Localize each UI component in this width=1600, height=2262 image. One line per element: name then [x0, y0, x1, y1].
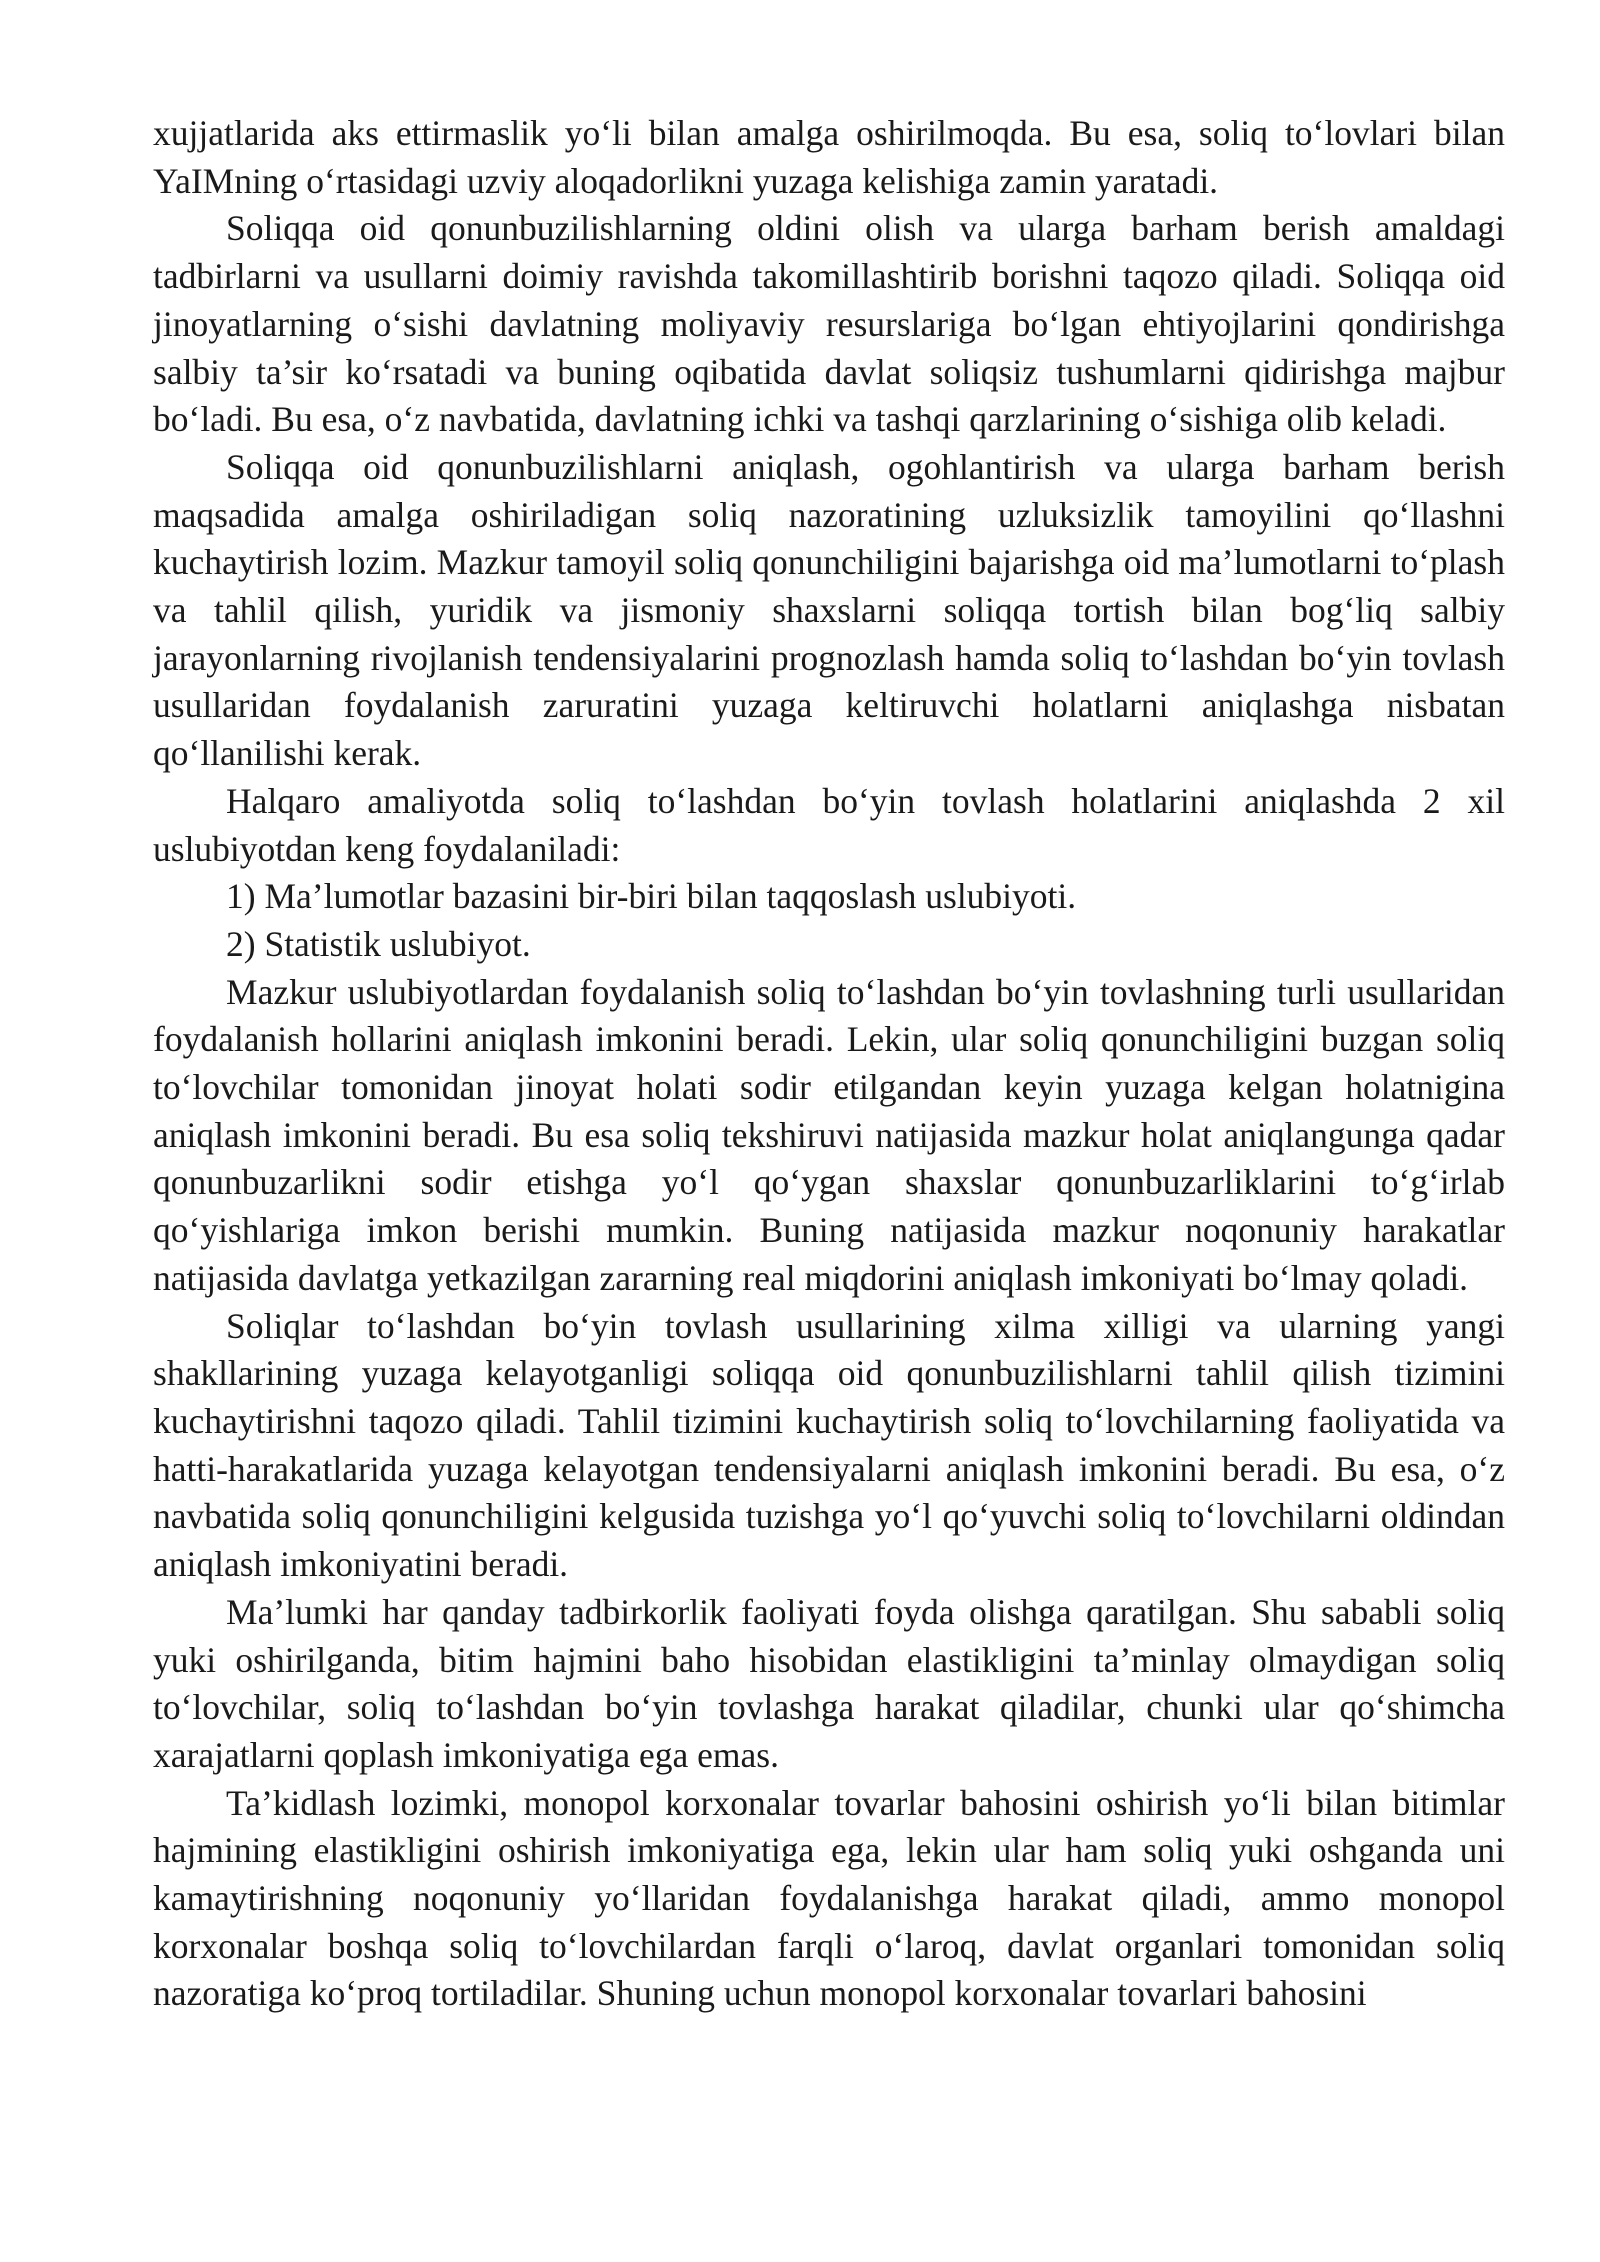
paragraph-7: Ma’lumki har qanday tadbirkorlik faoliyati foyda olishga qaratilgan. Shu sababli soliq yuki oshirilganda, bitim hajmini baho hisobidan elastikligini ta’minlay olmaydigan soliq to‘lovchilar, soliq to‘lashdan bo‘yin tovlashga harakat qiladilar, chunki ular qo‘shimcha xarajatlarni qoplash imkoniyatiga ega emas.: [153, 1591, 1505, 1775]
paragraph-6: Soliqlar to‘lashdan bo‘yin tovlash usullarining xilma xilligi va ularning yangi shakllarining yuzaga kelayotganligi soliqqa oid qonunbuzilishlarni tahlil qilish tizimini kuchaytirishni taqozo qiladi. Tahlil tizimini kuchaytirish soliq to‘lovchilarning faoliyatida va hatti-harakatlarida yuzaga kelayotgan tendensiyalarni aniqlash imkonini beradi. Bu esa, o‘z navbatida soliq qonunchiligini kelgusida tuzishga yo‘l qo‘yuvchi soliq to‘lovchilarni oldindan aniqlash imkoniyatini beradi.: [153, 1305, 1505, 1585]
paragraph-1: xujjatlarida aks ettirmaslik yo‘li bilan amalga oshirilmoqda. Bu esa, soliq to‘lovlari bilan YaIMning o‘rtasidagi uzviy aloqadorlikni yuzaga kelishiga zamin yaratadi.: [153, 113, 1505, 201]
paragraph-4: Halqaro amaliyotda soliq to‘lashdan bo‘yin tovlash holatlarini aniqlashda 2 xil uslubiyotdan keng foydalaniladi:: [153, 780, 1505, 869]
list-item-1: 1) Ma’lumotlar bazasini bir-biri bilan taqqoslash uslubiyoti.: [226, 876, 1077, 917]
paragraph-8: Ta’kidlash lozimki, monopol korxonalar tovarlar bahosini oshirish yo‘li bilan bitimlar hajmining elastikligini oshirish imkoniyatiga ega, lekin ular ham soliq yuki oshganda uni kamaytirishning noqonuniy yo‘llaridan foydalanishga harakat qiladi, ammo monopol korxonalar boshqa soliq to‘lovchilardan farqli o‘laroq, davlat organlari tomonidan soliq nazoratiga ko‘proq tortiladilar. Shuning uchun monopol korxonalar tovarlari bahosini: [153, 1782, 1505, 2014]
body-text: [153, 110, 1505, 2018]
list-item-2: 2) Statistik uslubiyot.: [226, 923, 531, 964]
paragraph-3: Soliqqa oid qonunbuzilishlarni aniqlash, ogohlantirish va ularga barham berish maqsadida amalga oshiriladigan soliq nazoratining uzluksizlik tamoyilini qo‘llashni kuchaytirish lozim. Mazkur tamoyil soliq qonunchiligini bajarishga oid ma’lumotlarni to‘plash va tahlil qilish, yuridik va jismoniy shaxslarni soliqqa tortish bilan bog‘liq salbiy jarayonlarning rivojlanish tendensiyalarini prognozlash hamda soliq to‘lashdan bo‘yin tovlash usullaridan foydalanish zaruratini yuzaga keltiruvchi holatlarni aniqlashga nisbatan qo‘llanilishi kerak.: [153, 446, 1505, 774]
paragraph-2: Soliqqa oid qonunbuzilishlarning oldini olish va ularga barham berish amaldagi tadbirlarni va usullarni doimiy ravishda takomillashtirib borishni taqozo qiladi. Soliqqa oid jinoyatlarning o‘sishi davlatning moliyaviy resurslariga bo‘lgan ehtiyojlarini qondirishga salbiy ta’sir ko‘rsatadi va buning oqibatida davlat soliqsiz tushumlarni qidirishga majbur bo‘ladi. Bu esa, o‘z navbatida, davlatning ichki va tashqi qarzlarining o‘sishiga olib keladi.: [153, 208, 1505, 440]
paragraph-5: Mazkur uslubiyotlardan foydalanish soliq to‘lashdan bo‘yin tovlashning turli usullaridan foydalanish hollarini aniqlash imkonini beradi. Lekin, ular soliq qonunchiligini buzgan soliq to‘lovchilar tomonidan jinoyat holati sodir etilgandan keyin yuzaga kelgan holatnigina aniqlash imkonini beradi. Bu esa soliq tekshiruvi natijasida mazkur holat aniqlangunga qadar qonunbuzarlikni sodir etishga yo‘l qo‘ygan shaxslar qonunbuzarliklarini to‘g‘irlab qo‘yishlariga imkon berishi mumkin. Buning natijasida mazkur noqonuniy harakatlar natijasida davlatga yetkazilgan zararning real miqdorini aniqlash imkoniyati bo‘lmay qoladi.: [153, 971, 1505, 1298]
